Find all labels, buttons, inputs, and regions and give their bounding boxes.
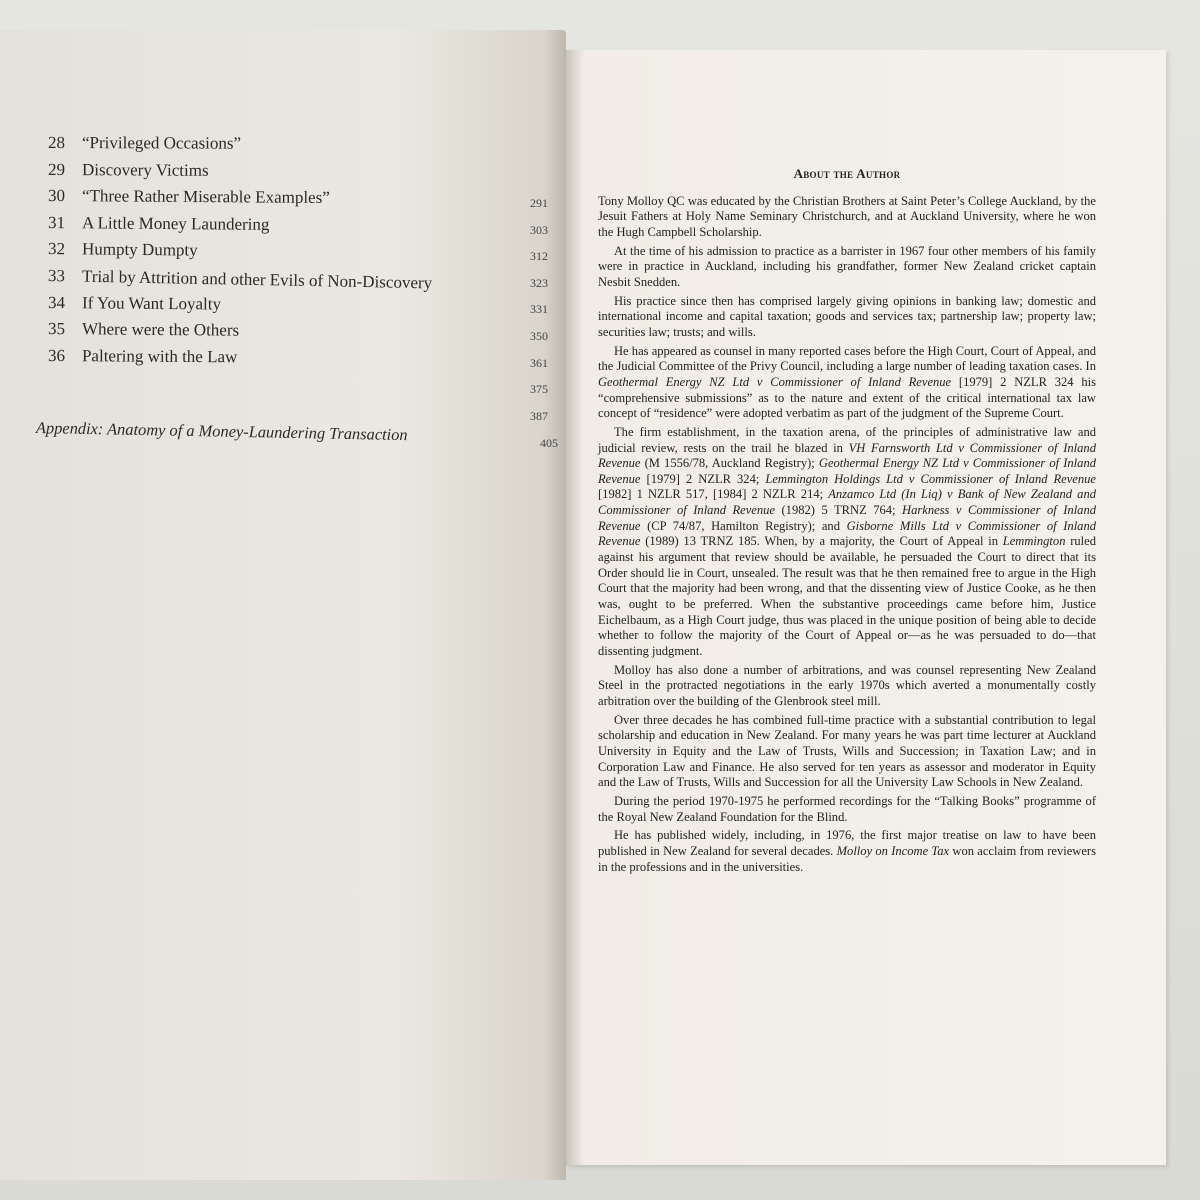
toc-entry [48,343,488,373]
article-paragraph [598,344,1096,422]
toc-entry-title: Discovery Victims [81,159,209,180]
toc-entry-number: 33 [47,265,66,286]
toc-entry [48,157,488,186]
toc-entry-title: Paltering with the Law [81,345,238,367]
paragraph-text: (CP 74/87, Hamilton Registry); and [640,518,847,533]
toc-entry-number: 36 [47,345,66,365]
toc-page-number: 312 [530,249,548,264]
toc-entry-number: 34 [47,292,66,312]
toc-entry-number: 28 [47,133,66,153]
article-paragraph [598,794,1096,825]
article-paragraph [598,713,1096,791]
toc-page-number: 323 [530,275,548,290]
paragraph-text: During the period 1970-1975 he performed recordings for the “Talking Books” programme of the Royal New Zealand Foundation for the Blind. [598,793,1096,824]
paragraph-text: His practice since then has comprised largely giving opinions in banking law; domestic and international income and capital taxation; goods and services tax; partnership law; property law; securities law; trusts; and wills. [598,293,1096,339]
toc-appendix-page-number: 405 [540,436,558,450]
toc-entry [48,316,488,346]
article-body [598,194,1096,876]
case-citation: Lemmington Holdings Ltd v Commissioner of Inland Revenue [765,471,1096,486]
toc-list [48,130,488,369]
toc-entry-title: A Little Money Laundering [81,213,270,234]
article-paragraph [598,828,1096,875]
case-citation: Geothermal Energy NZ Ltd v Commissioner of Inland Revenue [598,374,952,389]
case-citation: Molloy on Income Tax [836,843,950,858]
paragraph-text: [1982] 1 NZLR 517, [1984] 2 NZLR 214; [598,487,829,502]
toc-entry [48,236,488,267]
case-citation: VH Farnsworth Ltd v Commissioner of Inland Revenue [598,440,1096,471]
toc-entry-title: Trial by Attrition and other Evils of Non-Discovery [81,266,433,293]
paragraph-text: (M 1556/78, Auckland Registry); [640,456,819,471]
article-paragraph [598,244,1096,291]
case-citation: Anzamco Ltd (In Liq) v Bank of New Zealand and Commissioner of Inland Revenue [598,487,1096,518]
paragraph-text: (1989) 13 TRNZ 185. When, by a majority, the Court of Appeal in [640,534,1003,549]
toc-entry-number: 29 [47,159,66,179]
about-the-author [598,166,1096,878]
toc-entry-title: If You Want Loyalty [81,292,222,314]
toc-entry [48,290,488,320]
paragraph-text: He has appeared as counsel in many reported cases before the High Court, Court of Appeal, and the Judicial Committee of the Privy Council, including a large number of leading taxation cases. In [598,343,1096,374]
paragraph-text: ruled against his argument that review should be available, he persuaded the Court to direct that its Order should lie in Court, unsealed. The result was that he then remained free to argue in the High Court that the majority had been wrong, and that the dissenting view of Justice Cooke, as he then was, ought to be preferred. When the substantive proceedings came before him, Justice Eichelbaum, as a High Court judge, thus was placed in the unique position of being able to decide whether to follow the majority of the Court of Appeal or—as he was persuaded to do—that dissenting judgment. [598,534,1096,659]
toc-page-number: 375 [530,382,548,397]
case-citation: Lemmington [1002,534,1066,549]
article-paragraph [598,294,1096,341]
case-citation: Geothermal Energy NZ Ltd v Commissioner of Inland Revenue [598,456,1096,486]
toc-page-numbers [530,190,548,429]
paragraph-text: won acclaim from reviewers in the professions and in the universities. [598,843,1096,874]
toc-page-number: 291 [530,196,548,210]
toc-page-number: 350 [530,328,548,343]
paragraph-text: (1982) 5 TRNZ 764; [775,503,903,518]
toc-page-number: 303 [530,222,548,237]
paragraph-text: [1979] 2 NZLR 324; [640,471,766,486]
toc-entry [48,130,488,158]
toc-appendix: Appendix: Anatomy of a Money-Laundering Transaction [35,418,408,445]
case-citation: Gisborne Mills Ltd v Commissioner of Inland Revenue [598,518,1096,549]
toc-entry-title: “Three Rather Miserable Examples” [81,186,330,208]
toc-entry-number: 30 [47,186,66,206]
article-paragraph [598,663,1096,710]
paragraph-text: At the time of his admission to practice as a barrister in 1967 four other members of his family were in practice in Auckland, including his grandfather, former New Zealand cricket captain Nesbit Snedden. [598,243,1096,289]
toc-entry-title: Humpty Dumpty [81,239,198,260]
paragraph-text: Tony Molloy QC was educated by the Christian Brothers at Saint Peter’s College Auckland, by the Jesuit Fathers at Holy Name Seminary Christchurch, and at Auckland University, where he won the Hugh Campbell Scholarship. [598,193,1096,239]
toc-entry-number: 35 [47,319,66,339]
toc-entry-number: 32 [47,239,66,259]
article-paragraph [598,194,1096,241]
toc-page-number: 387 [530,408,548,423]
article-paragraph [598,425,1096,660]
toc-entry-title: “Privileged Occasions” [81,133,242,153]
paragraph-text: Over three decades he has combined full-time practice with a substantial contribution to legal scholarship and education in New Zealand. For many years he was part time lecturer at Auckland University in Equity and the Law of Trusts, Wills and Succession; in Taxation Law; and in Corporation Law and Finance. He also served for ten years as assessor and moderator in Equity and the Law of Trusts, Wills and Succession for all the University Law Schools in New Zealand. [598,712,1096,790]
toc-entry-title: Where were the Others [81,319,240,340]
toc-entry-number: 31 [47,212,66,232]
article-heading: About the Author [793,166,901,181]
toc-page-number: 331 [530,302,548,317]
paragraph-text: The firm establishment, in the taxation arena, of the principles of administrative law and judicial review, rests on the trail he blazed in [598,424,1096,455]
paragraph-text: He has published widely, including, in 1976, the first major treatise on law to have been published in New Zealand for several decades. [598,828,1096,858]
toc-page-number: 361 [530,355,548,370]
left-page [0,30,566,1180]
paragraph-text: [1979] 2 NZLR 324 his “comprehensive submissions” as to the nature and extent of the critical international tax law concept of “residence” were adopted verbatim as part of the judgment of the Supreme Court. [598,374,1096,421]
paragraph-text: Molloy has also done a number of arbitrations, and was counsel representing New Zealand Steel in the protracted negotiations in the early 1970s which averted a monumentally costly arbitration over the building of the Glenbrook steel mill. [598,662,1096,708]
toc-entry [48,183,488,213]
toc-entry [48,210,488,240]
case-citation: Harkness v Commissioner of Inland Revenue [598,503,1097,533]
